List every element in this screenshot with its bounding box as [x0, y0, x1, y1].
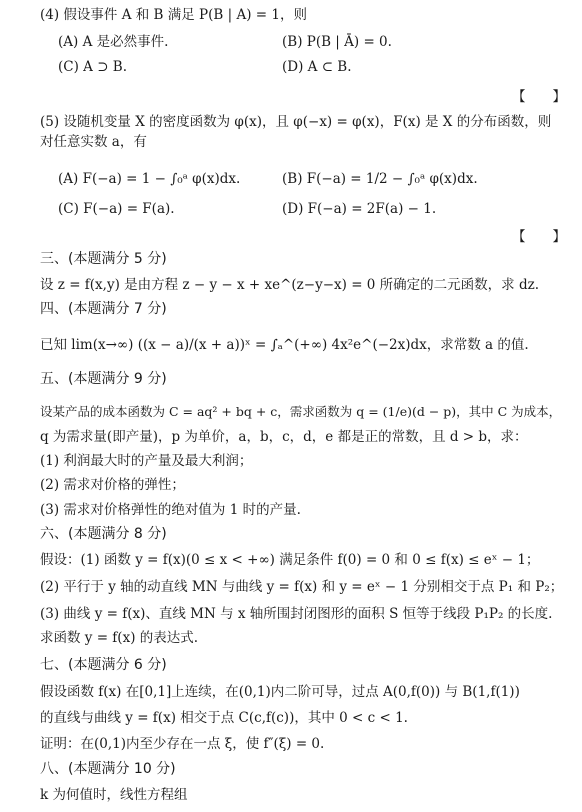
- section-7-heading: 七、(本题满分 6 分): [40, 657, 167, 673]
- q5-option-a: (A) F(−a) = 1 − ∫₀ᵃ φ(x)dx.: [58, 171, 241, 187]
- section-7-line-3: 证明：在(0,1)内至少存在一点 ξ，使 f″(ξ) = 0.: [40, 736, 325, 752]
- section-5-body-line2: q 为需求量(即产量)，p 为单价，a，b，c，d，e 都是正的常数，且 d > b，求：: [40, 429, 528, 445]
- section-6-line-1: 假设：(1) 函数 y = f(x)(0 ≤ x < +∞) 满足条件 f(0) = 0 和 0 ≤ f(x) ≤ eˣ − 1；: [40, 552, 540, 568]
- q4-answer-bracket: 【 】: [512, 89, 566, 105]
- section-5-heading: 五、(本题满分 9 分): [40, 371, 167, 387]
- section-5-item-3: (3) 需求对价格弹性的绝对值为 1 时的产量.: [40, 502, 301, 518]
- q4-option-b: (B) P(B | Ā) = 0.: [282, 34, 392, 50]
- q4-stem: (4) 假设事件 A 和 B 满足 P(B | A) = 1，则: [40, 7, 307, 23]
- section-5-item-2: (2) 需求对价格的弹性；: [40, 477, 185, 493]
- q4-option-a: (A) A 是必然事件.: [58, 34, 169, 50]
- section-4-body: 已知 lim(x→∞) ((x − a)/(x + a))ˣ = ∫ₐ^(+∞) 4x²e^(−2x)dx，求常数 a 的值.: [40, 337, 529, 353]
- section-8-heading: 八、(本题满分 10 分): [40, 761, 176, 777]
- section-5-body-line1: 设某产品的成本函数为 C = aq² + bq + c，需求函数为 q = (1/e)(d − p)，其中 C 为成本，: [40, 404, 562, 419]
- section-3-heading: 三、(本题满分 5 分): [40, 251, 167, 267]
- q5-stem-line1: (5) 设随机变量 X 的密度函数为 φ(x)，且 φ(−x) = φ(x)，F(x) 是 X 的分布函数，则: [40, 114, 552, 130]
- q5-stem-line2: 对任意实数 a，有: [40, 134, 147, 150]
- section-5-item-1: (1) 利润最大时的产量及最大利润；: [40, 453, 253, 469]
- q5-option-c: (C) F(−a) = F(a).: [58, 201, 175, 217]
- section-7-line-1: 假设函数 f(x) 在[0,1]上连续，在(0,1)内二阶可导，过点 A(0,f(0)) 与 B(1,f(1)): [40, 684, 520, 700]
- section-6-line-3: (3) 曲线 y = f(x)、直线 MN 与 x 轴所围封闭图形的面积 S 恒等于线段 P₁P₂ 的长度.: [40, 606, 553, 622]
- section-4-heading: 四、(本题满分 7 分): [40, 301, 167, 317]
- section-3-body: 设 z = f(x,y) 是由方程 z − y − x + xe^(z−y−x) = 0 所确定的二元函数，求 dz.: [40, 277, 540, 293]
- section-8-line-1: k 为何值时，线性方程组: [40, 787, 188, 803]
- section-7-line-2: 的直线与曲线 y = f(x) 相交于点 C(c,f(c))，其中 0 < c < 1.: [40, 710, 408, 726]
- q5-option-b: (B) F(−a) = 1/2 − ∫₀ᵃ φ(x)dx.: [282, 171, 478, 187]
- q5-answer-bracket: 【 】: [512, 229, 566, 245]
- q4-option-d: (D) A ⊂ B.: [282, 59, 352, 75]
- section-6-line-2: (2) 平行于 y 轴的动直线 MN 与曲线 y = f(x) 和 y = eˣ − 1 分别相交于点 P₁ 和 P₂；: [40, 579, 564, 595]
- q5-option-d: (D) F(−a) = 2F(a) − 1.: [282, 201, 437, 217]
- section-6-line-4: 求函数 y = f(x) 的表达式.: [40, 630, 199, 646]
- q4-option-c: (C) A ⊃ B.: [58, 59, 128, 75]
- section-6-heading: 六、(本题满分 8 分): [40, 526, 167, 542]
